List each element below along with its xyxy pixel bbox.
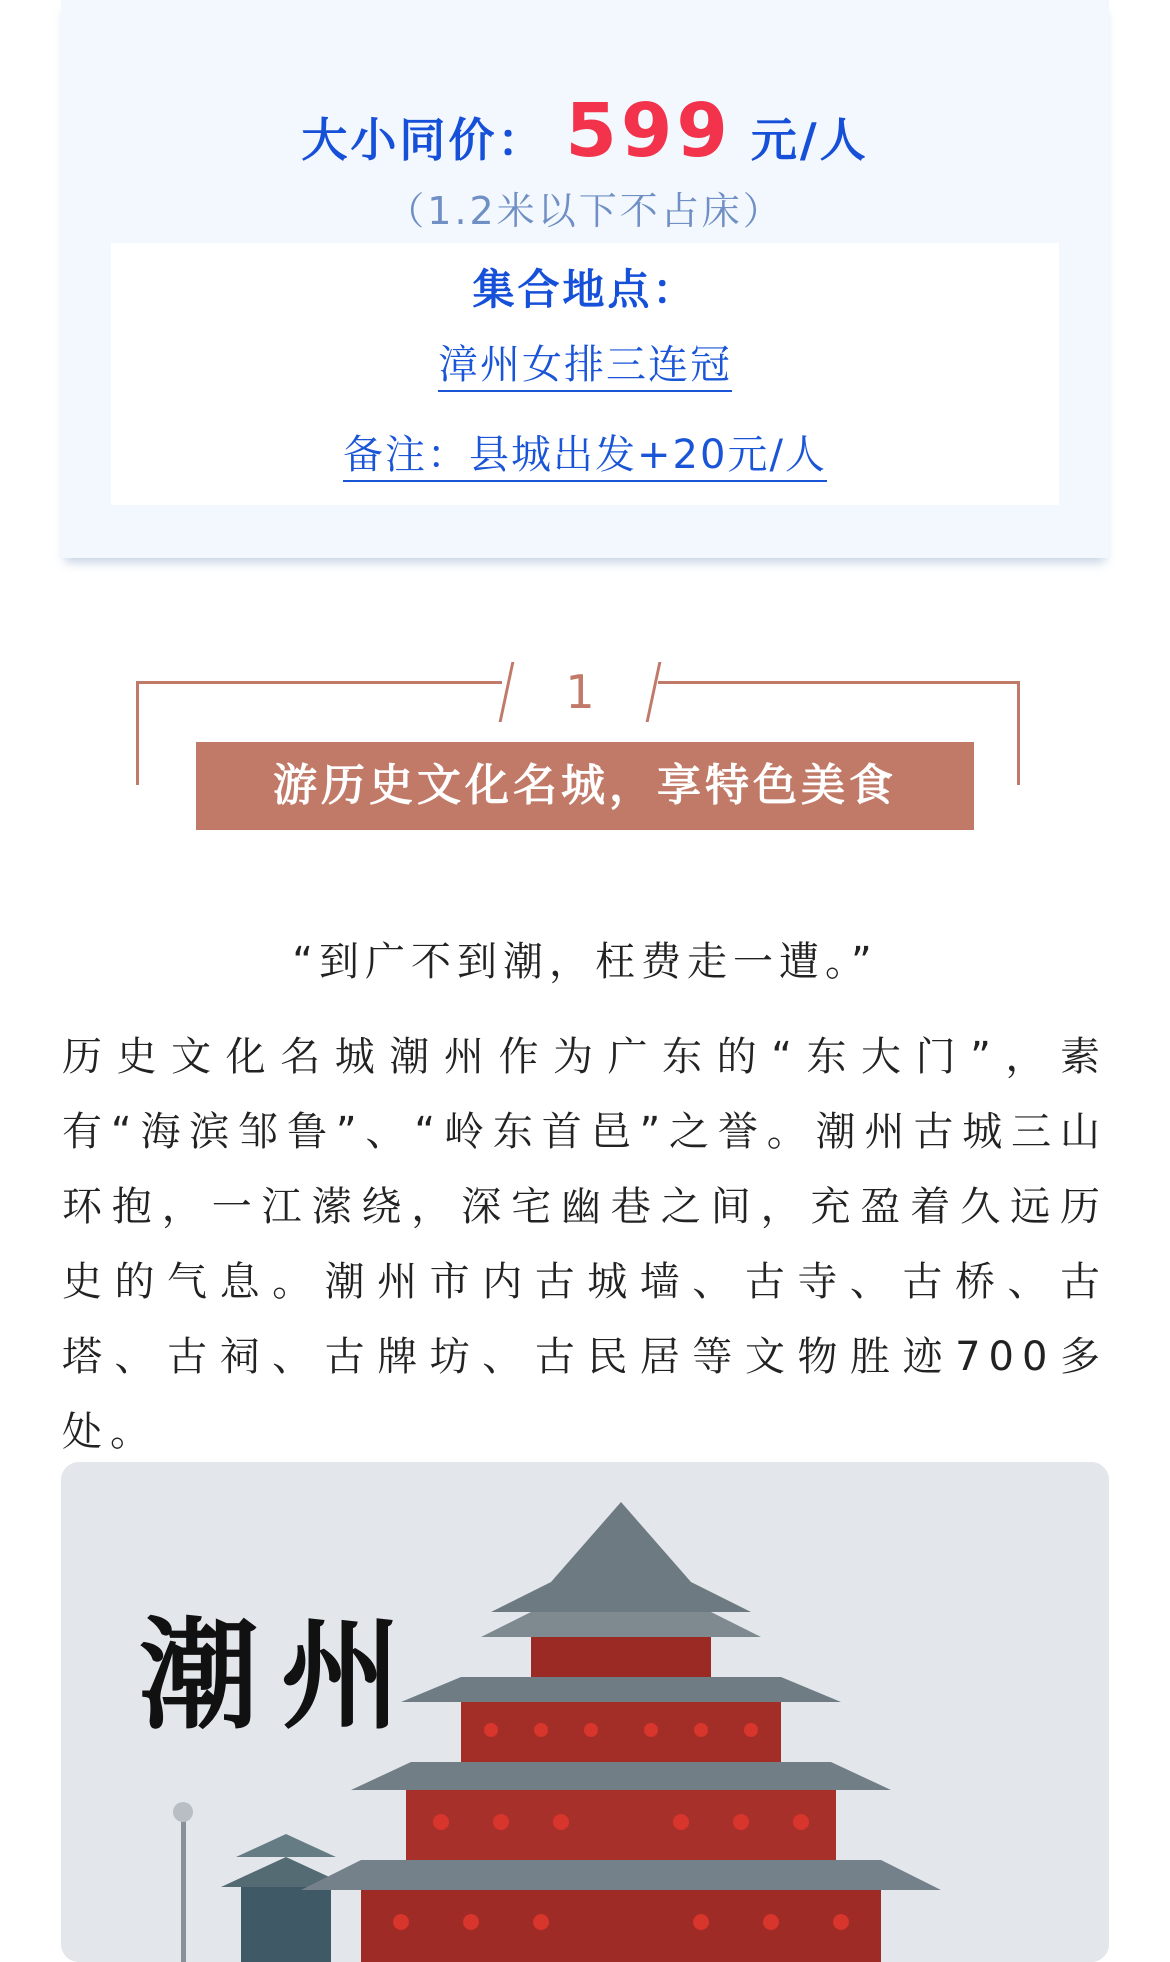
meeting-place-line: [111, 333, 1059, 390]
price-note: （1.2米以下不占床）: [386, 189, 784, 233]
price-line: [61, 88, 1109, 174]
remark-link[interactable]: 备注：县城出发+20元/人: [343, 432, 827, 482]
meeting-title: 集合地点：: [472, 265, 698, 314]
chaozhou-photo: [61, 1462, 1109, 1962]
quote-text: “到广不到潮，枉费走一遭。”: [292, 939, 878, 985]
remark-line: [111, 423, 1059, 480]
price-card: [61, 0, 1109, 558]
intro-paragraph: 历史文化名城潮州作为广东的“东大门”，素有“海滨邹鲁”、“岭东首邑”之誉。潮州古城三山环抱，一江潆绕，深宅幽巷之间，充盈着久远历史的气息。潮州市内古城墙、古寺、古桥、古塔、古祠、古牌坊、古民居等文物胜迹700多处。: [62, 1034, 1108, 1455]
section-title: 游历史文化名城，享特色美食: [196, 742, 974, 830]
city-name-calligraphy: 潮州: [139, 1605, 423, 1746]
section-number: 1: [565, 665, 595, 719]
meeting-place-link[interactable]: 漳州女排三连冠: [438, 342, 732, 392]
price-label: 大小同价：: [301, 113, 547, 167]
meeting-box: [111, 243, 1059, 505]
price-amount: 599: [565, 88, 732, 174]
price-unit: 元/人: [750, 113, 869, 167]
